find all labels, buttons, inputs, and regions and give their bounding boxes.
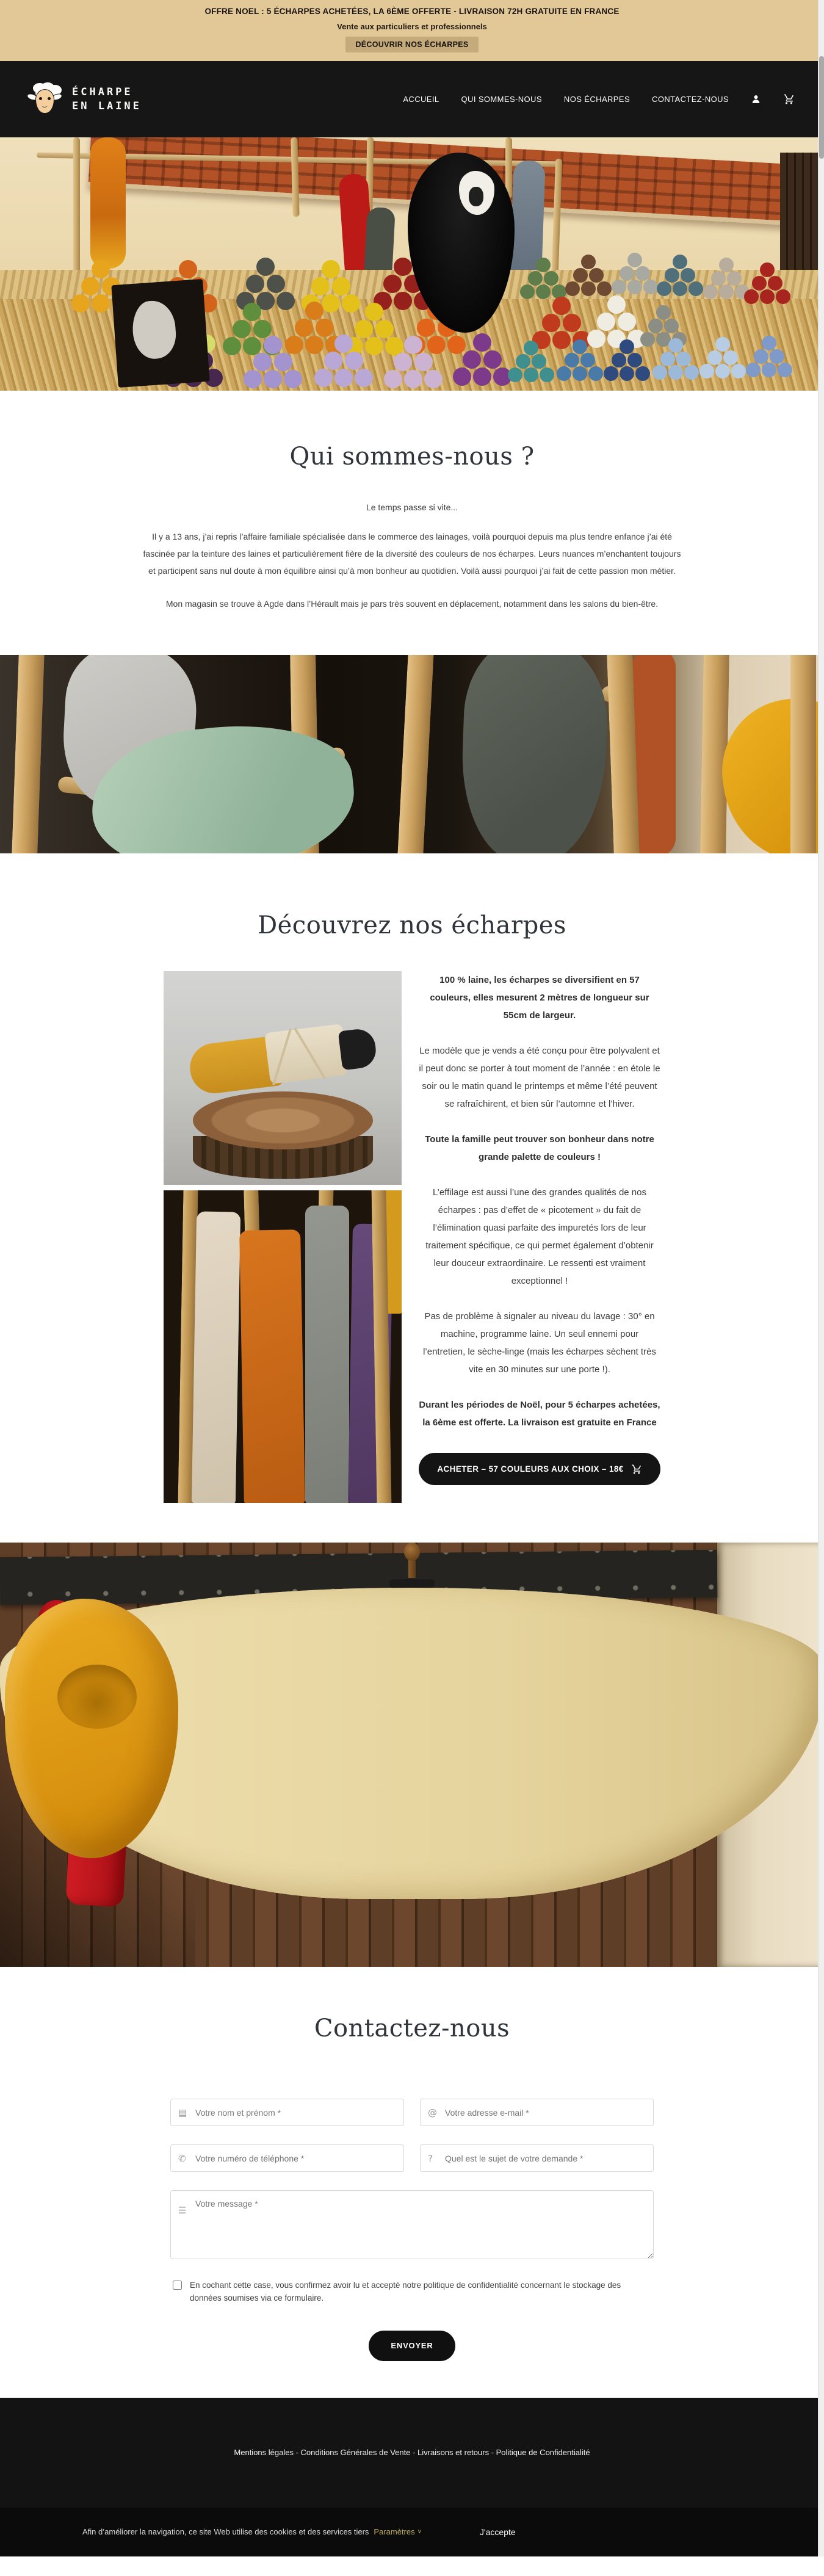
scarf-roll-stack: [404, 370, 422, 388]
scarf-roll-stack: [264, 370, 282, 388]
scarf-roll-stack: [552, 331, 571, 349]
site-footer: [0, 2398, 824, 2508]
scarf-roll-stack: [473, 367, 491, 386]
scarf-roll-stack: [668, 365, 683, 380]
contact-form: [170, 2099, 654, 2361]
scarf-roll-stack: [715, 364, 730, 378]
scarf-roll-stack: [243, 337, 261, 355]
phone-field-wrapper: [170, 2144, 404, 2172]
name-field-wrapper: [170, 2099, 404, 2126]
account-icon[interactable]: [751, 94, 761, 104]
nav-accueil[interactable]: ACCUEIL: [403, 95, 439, 104]
consent-text: En cochant cette case, vous confirmez avoir lu et accepté notre politique de confidentialité concernant le stockage des données soumises via ce formulaire.: [190, 2281, 621, 2303]
phone-input[interactable]: [170, 2144, 404, 2172]
subject-input[interactable]: [420, 2144, 654, 2172]
about-paragraph-2: Mon magasin se trouve à Agde dans l’Hérault mais je pars très souvent en déplacement, notamment dans les salons du bien-être.: [165, 599, 659, 609]
cookie-text: Afin d’améliorer la navigation, ce site Web utilise des cookies et des services tiers: [82, 2527, 369, 2537]
scarf-roll-stack: [607, 330, 626, 348]
scarf-roll-stack: [719, 284, 734, 299]
name-input[interactable]: [170, 2099, 404, 2126]
send-button[interactable]: ENVOYER: [369, 2331, 455, 2361]
about-title: Qui sommes-nous ?: [289, 443, 535, 471]
hung-scarf-gray: [305, 1206, 349, 1503]
scarf-roll-stack: [305, 336, 323, 354]
scarf-roll-stack: [762, 363, 776, 377]
discover-section: [0, 853, 824, 1524]
discover-text: [419, 971, 661, 1503]
nav-contactez-nous[interactable]: CONTACTEZ-NOUS: [652, 95, 729, 104]
discover-paragraph-6: Durant les périodes de Noël, pour 5 écharpes achetées, la 6ème est offerte. La livraison est gratuite en France: [419, 1400, 660, 1428]
consent-row: [170, 2279, 654, 2305]
question-icon: ?: [428, 2152, 433, 2164]
hero-market-stall-image: [0, 137, 824, 391]
sheep-logo-icon: [26, 82, 63, 117]
scarves-ladder-image: [0, 655, 824, 853]
discover-paragraph-2: Le modèle que je vends a été conçu pour être polyvalent et il peut donc se porter à tout moment de l’année : en étole le soir ou le matin quand le printemps et même l’été peuvent se rafraîchirent, et bien sûr l’automne et l’hiver.: [419, 1046, 660, 1109]
message-field-wrapper: [170, 2190, 654, 2262]
email-input[interactable]: [420, 2099, 654, 2126]
hung-scarf-cream: [191, 1211, 240, 1503]
discover-paragraph-1: 100 % laine, les écharpes se diversifient en 57 couleurs, elles mesurent 2 mètres de longueur sur 55cm de largeur.: [430, 975, 649, 1021]
scarf-roll-stack: [334, 369, 353, 387]
scarf-roll-stack: [627, 280, 642, 294]
scarf-roll-stack: [427, 336, 446, 354]
cookie-accept-button[interactable]: J'accepte: [479, 2527, 516, 2537]
scarf-roll-stack: [581, 281, 596, 296]
promo-subtext: Vente aux particuliers et professionnels: [337, 22, 487, 31]
contact-section: [0, 1967, 824, 2398]
hung-scarf-orange: [239, 1229, 305, 1503]
main-nav: [403, 93, 795, 105]
nav-nos-echarpes[interactable]: NOS ÉCHARPES: [563, 95, 631, 104]
about-section: [0, 391, 824, 655]
buy-button[interactable]: [419, 1453, 660, 1485]
mannequins-image: [0, 1543, 824, 1967]
site-logo[interactable]: [26, 82, 142, 117]
cookie-settings-link[interactable]: Paramètres: [374, 2527, 415, 2537]
scarf-roll-stack: [394, 292, 412, 310]
scarf-roll-stack: [524, 367, 538, 382]
scarf-roll-stack: [573, 366, 587, 381]
discover-paragraph-4: L’effilage est aussi l’une des grandes qualités de nos écharpes : pas d’effet de « picotement » du fait de l’élimination quasi parfaite des impuretés lors de leur traitement spécifique, ce qui permet également d’obtenir leur douceur extraordinaire. Le ressenti est vraiment exceptionnel !: [425, 1187, 654, 1286]
scarf-roll-stack: [365, 337, 383, 355]
promo-banner: [0, 0, 824, 61]
nav-qui-sommes-nous[interactable]: QUI SOMMES-NOUS: [461, 95, 542, 104]
cart-icon[interactable]: [783, 93, 795, 105]
cart-icon: [631, 1464, 642, 1475]
scarf-roll-stack: [620, 366, 634, 381]
scarf-roll-stack: [656, 332, 671, 347]
contact-card-icon: ▤: [178, 2107, 187, 2118]
at-icon: @: [428, 2107, 437, 2118]
scrollbar-thumb[interactable]: [819, 56, 824, 159]
promo-offer-text: OFFRE NOEL : 5 ÉCHARPES ACHETÉES, LA 6ÈME OFFERTE - LIVRAISON 72H GRATUITE EN FRANCE: [204, 7, 620, 16]
scrollbar-track[interactable]: [818, 0, 824, 2556]
consent-checkbox[interactable]: [173, 2281, 182, 2290]
ladder-scarf-darkgray: [459, 655, 610, 853]
phone-icon: ✆: [178, 2152, 186, 2164]
message-textarea[interactable]: [170, 2190, 654, 2259]
scarf-roll-stack: [92, 294, 110, 313]
scarf-roll-stack: [760, 289, 775, 304]
discover-paragraph-3: Toute la famille peut trouver son bonheur dans notre grande palette de couleurs !: [425, 1134, 654, 1162]
site-header: [0, 61, 824, 137]
footer-links[interactable]: Mentions légales - Conditions Générales de Vente - Livraisons et retours - Politique de Confidentialité: [234, 2448, 590, 2458]
discover-paragraph-5: Pas de problème à signaler au niveau du lavage : 30° en machine, programme laine. Un seul ennemi pour l’entretien, le sèche-linge (mais les écharpes sèchent très vite en 30 minutes sur une porte !).: [423, 1311, 656, 1375]
discover-scarves-button[interactable]: DÉCOUVRIR NOS ÉCHARPES: [345, 37, 478, 52]
cookie-bar: [0, 2508, 824, 2556]
scarf-roll-stack: [673, 281, 687, 296]
about-paragraph-1: Il y a 13 ans, j’ai repris l’affaire familiale spécialisée dans le commerce des lainages, voilà pourquoi depuis ma plus tendre enfance j’ai été fascinée par la teinture des laines et particulièrement fière de la diversité des couleurs de nos écharpes. Leurs nuances m’enchantent toujours et participent sans nul doute à mon équilibre ainsi qu’à mon bonheur au quotidien. Voilà aussi pourquoi j’ai fait de cette passion mon métier.: [143, 532, 681, 576]
scarf-roll-stack: [256, 292, 275, 310]
rolled-scarf-image: [164, 971, 402, 1185]
hanging-scarf-orange: [90, 137, 126, 269]
stall-sign: [111, 279, 209, 388]
subject-field-wrapper: [420, 2144, 654, 2172]
settings-caret-icon[interactable]: ∨: [417, 2528, 422, 2536]
logo-text: ÉCHARPE EN LAINE: [72, 85, 142, 112]
hanging-scarves-image: [164, 1190, 402, 1503]
contact-title: Contactez-nous: [314, 2014, 510, 2042]
scarf-roll-stack: [536, 284, 551, 299]
message-lines-icon: ☰: [178, 2205, 187, 2216]
buy-button-label: ACHETER – 57 COULEURS AUX CHOIX – 18€: [437, 1464, 624, 1474]
discover-images: [164, 971, 402, 1503]
scarf-roll-stack: [322, 294, 340, 313]
discover-title: Découvrez nos écharpes: [258, 911, 566, 939]
about-subtitle: Le temps passe si vite...: [366, 502, 458, 512]
email-field-wrapper: [420, 2099, 654, 2126]
